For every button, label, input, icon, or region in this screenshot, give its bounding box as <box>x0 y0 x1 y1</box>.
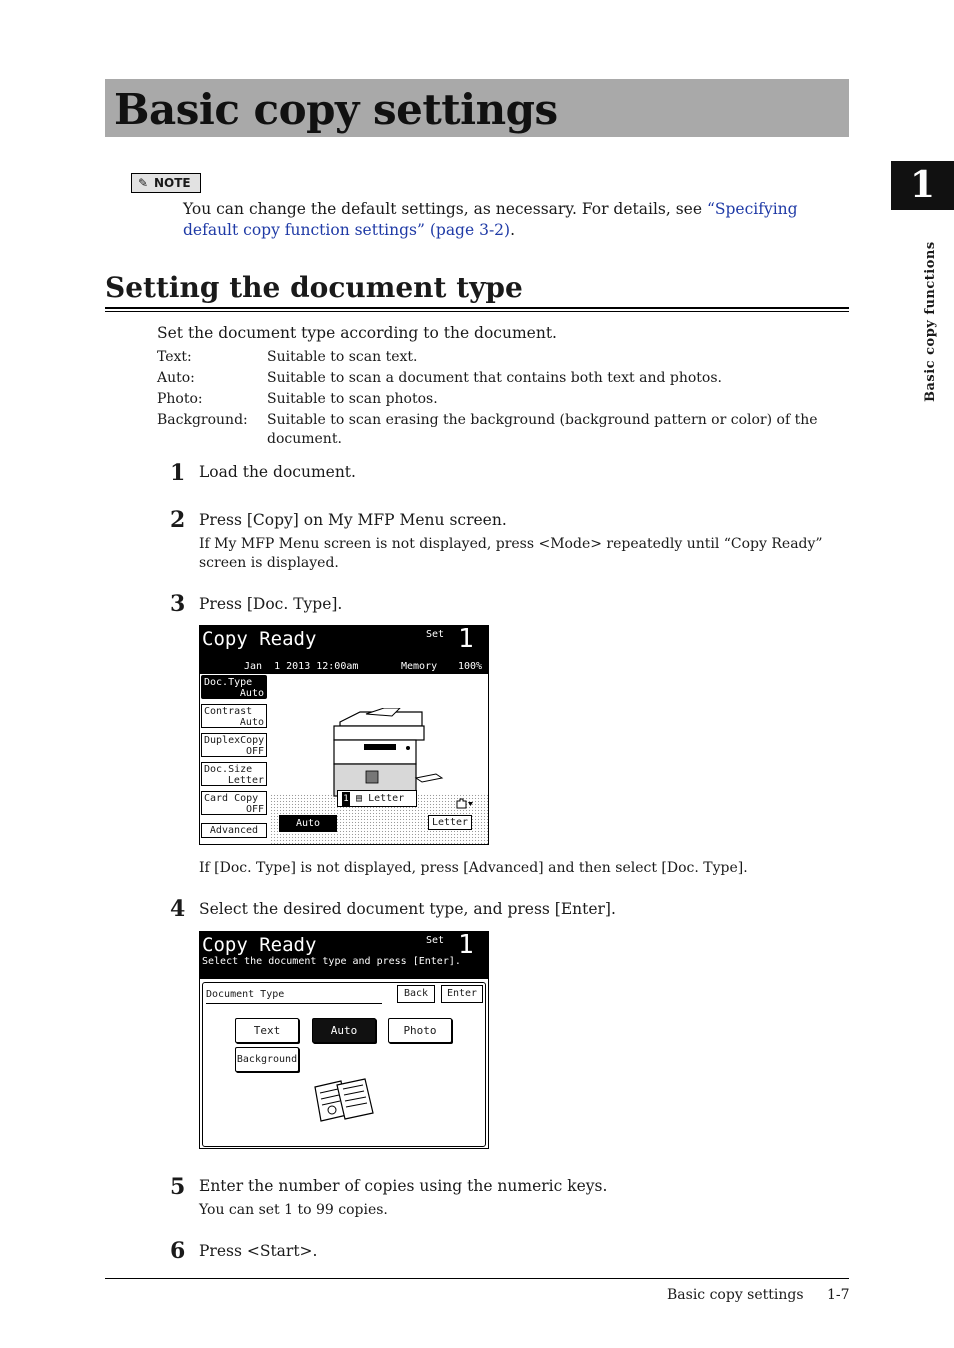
definition-term: Text: <box>157 349 192 365</box>
lcd-set-label: Set <box>426 629 445 640</box>
lcd-set-label: Set <box>426 935 445 946</box>
lcd-title: Copy Ready <box>202 934 317 956</box>
step-number: 3 <box>170 591 186 617</box>
step-text: Select the desired document type, and press [Enter]. <box>199 900 616 918</box>
page-title: Basic copy settings <box>114 85 558 134</box>
step-number: 4 <box>170 896 186 922</box>
definition-desc: Suitable to scan text. <box>267 349 418 365</box>
lcd-copy-count: 1 <box>458 624 474 654</box>
step-text: Enter the number of copies using the numeric keys. <box>199 1177 608 1195</box>
step-note: If My MFP Menu screen is not displayed, press <Mode> repeatedly until “Copy Ready” screen is displayed. <box>199 536 823 571</box>
chapter-side-label: Basic copy functions <box>923 241 938 402</box>
lcd-header <box>200 626 488 674</box>
lcd-document-type-screen <box>199 931 489 1149</box>
section-rule-thin <box>105 311 849 312</box>
step-number: 2 <box>170 507 186 533</box>
step-text: Press [Copy] on My MFP Menu screen. <box>199 511 507 529</box>
document-pages-icon <box>311 1077 377 1127</box>
page-number: 1-7 <box>827 1287 850 1303</box>
lcd-memory-percent: 100% <box>458 661 483 672</box>
tray-number: 1 <box>342 792 350 807</box>
step-number: 5 <box>170 1174 186 1200</box>
footer-label: Basic copy settings <box>667 1287 804 1303</box>
letter-button[interactable]: Letter <box>428 815 472 830</box>
step-text: Press [Doc. Type]. <box>199 595 343 613</box>
step-note: If [Doc. Type] is not displayed, press [Advanced] and then select [Doc. Type]. <box>199 860 748 876</box>
text-option-button[interactable]: Text <box>235 1018 299 1043</box>
paper-stack-icon: ▤ <box>356 793 363 804</box>
document-type-field: Document Type <box>206 987 382 1004</box>
note-text: You can change the default settings, as necessary. For details, see “Specifying default copy function settings” (page 3-2). <box>183 200 798 239</box>
chapter-tab: 1 <box>891 161 954 210</box>
step-text: Press <Start>. <box>199 1242 318 1260</box>
document-type-panel <box>202 982 486 1147</box>
definition-desc: Suitable to scan photos. <box>267 391 438 407</box>
section-intro: Set the document type according to the document. <box>157 324 557 342</box>
lcd-copy-count: 1 <box>458 930 474 960</box>
definition-term: Auto: <box>157 370 195 386</box>
doc-type-button[interactable]: Doc.Type Auto <box>201 675 267 699</box>
note-link[interactable]: “Specifying default copy function settings” (page 3-2) <box>183 200 798 239</box>
definition-term: Background: <box>157 412 248 428</box>
step-text: Load the document. <box>199 463 356 481</box>
back-button[interactable]: Back <box>397 985 435 1003</box>
step-number: 1 <box>170 460 186 486</box>
doc-size-button[interactable]: Doc.Size Letter <box>201 762 267 786</box>
lcd-prompt: Select the document type and press [Enter]. <box>202 956 461 967</box>
section-heading: Setting the document type <box>105 271 523 304</box>
card-copy-button[interactable]: Card Copy OFF <box>201 791 267 815</box>
section-rule <box>105 307 849 309</box>
enter-button[interactable]: Enter <box>441 985 483 1003</box>
lcd-header <box>200 932 488 979</box>
background-option-button[interactable]: Background <box>235 1047 299 1072</box>
photo-option-button[interactable]: Photo <box>388 1018 452 1043</box>
auto-option-button[interactable]: Auto <box>312 1018 376 1043</box>
paper-tray-select[interactable]: 1 ▤ Letter <box>337 790 417 807</box>
definition-term: Photo: <box>157 391 203 407</box>
lcd-copy-ready-screen <box>199 625 489 845</box>
lcd-date: Jan 1 2013 12:00am <box>244 661 359 672</box>
auto-button[interactable]: Auto <box>279 815 337 832</box>
pencil-icon: ✎ <box>138 176 149 190</box>
hand-pointer-icon <box>454 796 474 812</box>
step-note: You can set 1 to 99 copies. <box>199 1202 388 1218</box>
lcd-title: Copy Ready <box>202 628 317 650</box>
contrast-button[interactable]: Contrast Auto <box>201 704 267 728</box>
definition-desc: Suitable to scan a document that contains both text and photos. <box>267 370 722 386</box>
advanced-button[interactable]: Advanced <box>201 823 267 838</box>
step-number: 6 <box>170 1238 186 1264</box>
definition-desc: Suitable to scan erasing the background (background pattern or color) of the document. <box>267 412 818 447</box>
note-badge: ✎ NOTE <box>131 173 201 193</box>
lcd-memory-label: Memory <box>401 661 438 672</box>
duplex-copy-button[interactable]: DuplexCopy OFF <box>201 733 267 757</box>
footer-rule <box>105 1278 849 1279</box>
